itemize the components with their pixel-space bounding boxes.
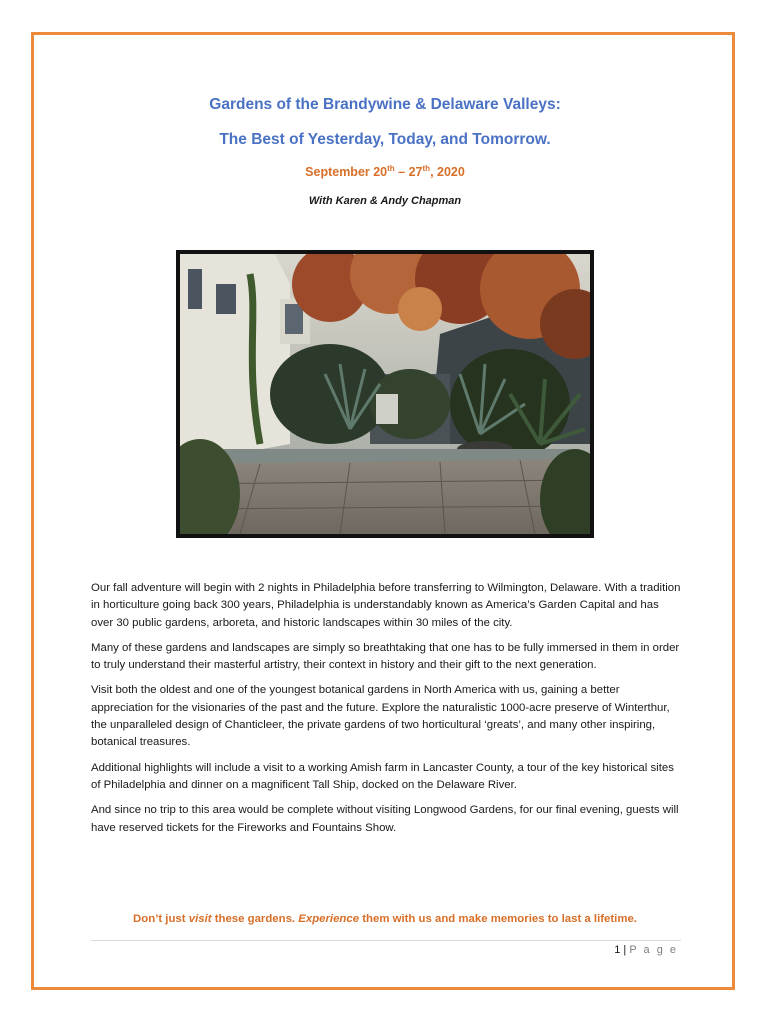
hosts-line: With Karen & Andy Chapman: [308, 195, 462, 207]
garden-photo: [176, 250, 594, 538]
paragraph: Many of these gardens and landscapes are simply so breathtaking that one has to be fully immersed in them in order to truly understand their masterful artistry, their context in history and their gift to the next generation.: [91, 641, 680, 672]
date-end: 27: [408, 165, 423, 180]
date-start: September 20: [305, 165, 388, 180]
closing-part: Don’t just: [133, 913, 189, 925]
paragraph: Additional highlights will include a visit to a working Amish farm in Lancaster County, a tour of the key historical sites of Philadelphia and dinner on a magnificent Tall Ship, docked on the Delaware River.: [91, 761, 674, 791]
date-end-suffix: th: [422, 164, 431, 173]
closing-emphasis-experience: Experience: [298, 913, 360, 925]
page-number: 1: [614, 944, 621, 956]
paragraph: Visit both the oldest and one of the youngest botanical gardens in North America with us, gaining a better appreciation for the visionaries of the past and the future. Explore the naturalistic 1000-acre preserve of Winterthur, the unparalleled design of Chanticleer, the private gardens of two horticultural ‘greats’, and many other inspiring, botanical treasures.: [91, 684, 670, 749]
page-footer: [614, 944, 678, 956]
paragraph: Our fall adventure will begin with 2 nights in Philadelphia before transferring to Wilmington, Delaware. With a tradition in horticulture going back 300 years, Philadelphia is understandably known as America’s Garden Capital and has over 30 public gardens, arboreta, and historic landscapes within 30 miles of the city.: [91, 582, 681, 629]
title-line-2: The Best of Yesterday, Today, and Tomorrow.: [219, 131, 551, 148]
trip-dates: [0, 164, 770, 179]
closing-emphasis-visit: visit: [188, 913, 212, 925]
page-separator: |: [620, 944, 630, 956]
title-line-1: Gardens of the Brandywine & Delaware Valleys:: [209, 96, 561, 113]
footer-divider: [91, 940, 681, 941]
garden-courtyard-illustration: [180, 254, 590, 534]
page-word: P a g e: [629, 944, 678, 956]
closing-part: these gardens.: [211, 913, 299, 925]
date-year: , 2020: [430, 165, 465, 180]
closing-tagline: [0, 913, 770, 925]
body-text: [91, 580, 681, 845]
date-start-suffix: th: [387, 164, 395, 173]
date-separator: –: [394, 165, 409, 180]
closing-part: them with us and make memories to last a lifetime.: [359, 913, 637, 925]
paragraph: And since no trip to this area would be complete without visiting Longwood Gardens, for our final evening, guests will have reserved tickets for the Fireworks and Fountains Show.: [91, 804, 679, 834]
